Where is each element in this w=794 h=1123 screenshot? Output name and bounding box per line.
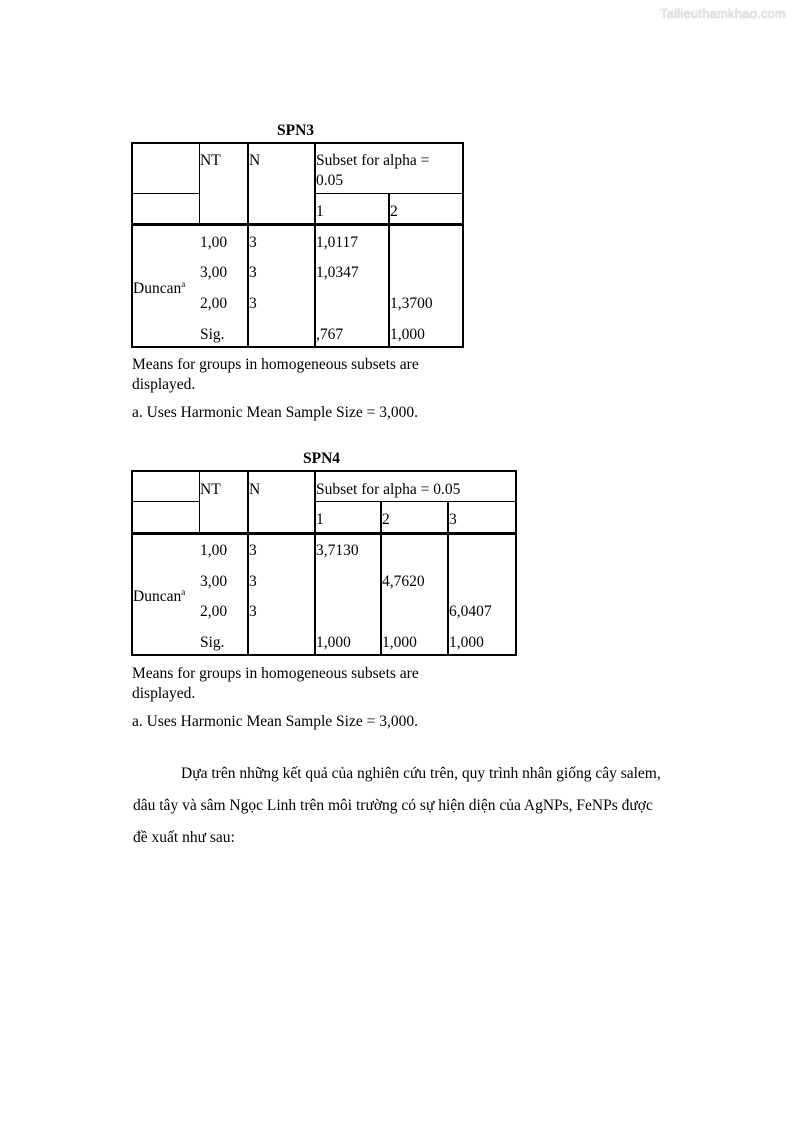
row-nt: 3,00 — [200, 264, 228, 281]
row-n: 3 — [249, 264, 257, 281]
table-grid-line — [131, 501, 199, 502]
paragraph-line: dâu tây và sâm Ngọc Linh trên môi trường có sự hiện diện của AgNPs, FeNPs được — [133, 797, 653, 814]
row-n: 3 — [249, 234, 257, 251]
paragraph-line: đề xuất như sau: — [133, 829, 235, 846]
table-title: SPN4 — [303, 450, 341, 467]
row-nt: 2,00 — [200, 603, 228, 620]
header-subset-number: 1 — [316, 511, 324, 528]
group-label: Duncan$^a$ — [133, 279, 186, 297]
row-n: 3 — [249, 573, 257, 590]
watermark: Tailieuthamkhao.com — [660, 6, 786, 21]
header-subset: Subset for alpha = 0.05 — [316, 481, 461, 498]
table-border — [131, 470, 133, 656]
table-grid-line — [131, 193, 199, 194]
row-subset-value: ,767 — [316, 326, 344, 343]
header-subset: 0.05 — [316, 172, 344, 189]
table-border — [515, 470, 517, 656]
header-n: N — [249, 152, 261, 169]
table-grid-line — [199, 470, 200, 535]
table-note: Means for groups in homogeneous subsets are — [132, 356, 419, 373]
row-subset-value: 4,7620 — [382, 573, 425, 590]
row-n: 3 — [249, 603, 257, 620]
row-subset-value: 1,000 — [449, 634, 484, 651]
table-border — [131, 142, 133, 348]
table-header-divider — [131, 532, 517, 535]
table-title: SPN3 — [277, 122, 315, 139]
row-subset-value: 6,0407 — [449, 603, 492, 620]
table-note: displayed. — [132, 685, 196, 702]
row-subset-value: 1,3700 — [390, 295, 433, 312]
header-subset-number: 1 — [316, 203, 324, 220]
group-label: Duncan$^a$ — [133, 587, 186, 605]
table-border — [131, 142, 464, 144]
row-subset-value: 1,000 — [382, 634, 417, 651]
table-header-divider — [131, 223, 464, 226]
table-border — [462, 142, 464, 348]
header-n: N — [249, 481, 261, 498]
table-border — [131, 470, 517, 472]
row-n: 3 — [249, 542, 257, 559]
table-footnote: a. Uses Harmonic Mean Sample Size = 3,000. — [132, 713, 418, 730]
row-nt: 2,00 — [200, 295, 228, 312]
header-nt: NT — [200, 481, 221, 498]
row-nt: 3,00 — [200, 573, 228, 590]
row-subset-value: 1,000 — [316, 634, 351, 651]
row-subset-value: 1,0347 — [316, 264, 359, 281]
row-subset-value: 1,0117 — [316, 234, 359, 251]
row-nt: 1,00 — [200, 234, 228, 251]
row-nt: 1,00 — [200, 542, 228, 559]
table-footnote: a. Uses Harmonic Mean Sample Size = 3,000. — [132, 404, 418, 421]
conclusion-paragraph — [133, 758, 723, 854]
header-subset-number: 3 — [449, 511, 457, 528]
header-subset-number: 2 — [390, 203, 398, 220]
paragraph-line: Dựa trên những kết quả của nghiên cứu trên, quy trình nhân giống cây salem, — [181, 765, 661, 782]
table-border — [131, 654, 517, 656]
row-subset-value: 1,000 — [390, 326, 425, 343]
header-nt: NT — [200, 152, 221, 169]
row-subset-value: 3,7130 — [316, 542, 359, 559]
header-subset-number: 2 — [382, 511, 390, 528]
table-note: Means for groups in homogeneous subsets are — [132, 665, 419, 682]
table-note: displayed. — [132, 376, 196, 393]
row-nt: Sig. — [200, 634, 225, 651]
row-n: 3 — [249, 295, 257, 312]
header-subset: Subset for alpha = — [316, 152, 430, 169]
table-grid-line — [315, 501, 517, 502]
table-border — [131, 346, 464, 348]
row-nt: Sig. — [200, 326, 225, 343]
